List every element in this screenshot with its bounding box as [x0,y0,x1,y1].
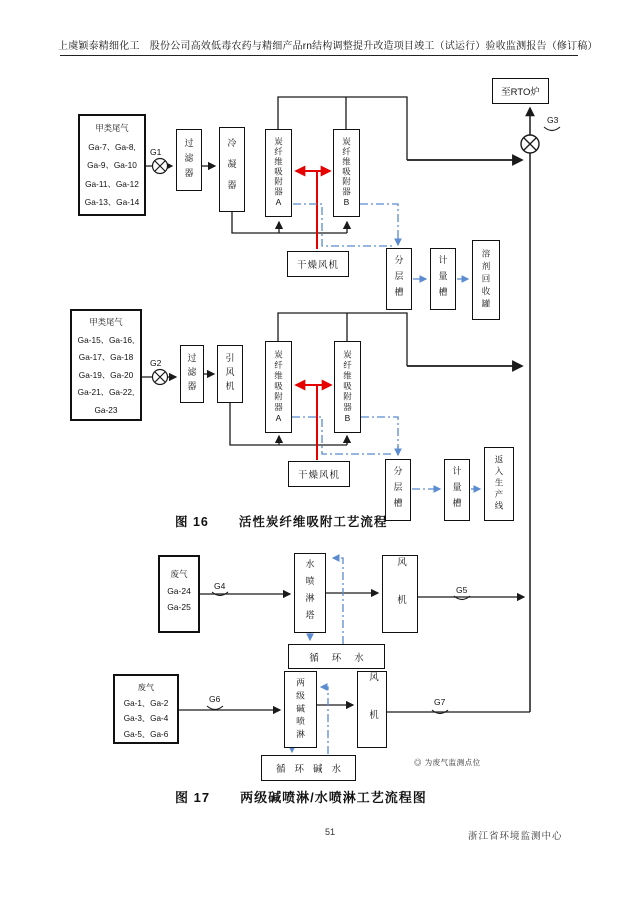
fig16-caption-label: 图 16 [175,515,209,529]
separator-label: 分层槽 [392,466,403,514]
source-line: Ga-9、Ga-10 [87,160,137,170]
filter-label: 过滤器 [183,137,194,183]
fig17-water-fan-box [382,555,418,633]
fig16-train1-separator-box [386,248,412,310]
fig16-train1-adsorber-b-box [333,129,360,217]
meter-tank-label: 计量槽 [451,466,462,514]
sample-point-g3: G3 [547,115,559,125]
sample-point-g2: G2 [150,358,162,368]
source-line: Ga-25 [167,602,191,612]
sample-point-g7: G7 [434,697,446,707]
filter-label: 过滤器 [186,353,197,395]
fig17-water-spray-tower-box [294,553,326,633]
source-title: 甲类尾气 [89,317,123,327]
fig16-train1-adsorber-a-box [265,129,292,217]
dry-fan-label: 干燥风机 [297,470,340,481]
fig16-caption [175,512,387,530]
adsorber-b-label: 炭纤维吸附器B [342,349,353,425]
alkali-tower-label: 两级碱喷淋 [295,677,305,742]
fig17-caption-title: 两级碱喷淋/水喷淋工艺流程图 [240,790,427,805]
fig16-train2-separator-box [385,459,411,521]
circulating-alkali-label: 循环碱水 [275,764,350,775]
source-line: Ga-21、Ga-22, [77,387,135,397]
meter-tank-label: 计量槽 [437,255,448,303]
source-line: Ga-17、Ga-18 [78,352,134,362]
return-label: 返入生产线 [494,455,504,513]
sample-point-g4: G4 [214,581,226,591]
to-rto-furnace-box [492,78,549,104]
sample-point-g6: G6 [209,694,221,704]
source-title: 废气 [137,683,155,692]
source-line: Ga-15、Ga-16, [77,334,135,345]
source-title: 废气 [170,569,188,579]
source-line: Ga-3、Ga-4 [123,714,169,723]
fig16-train2-return-box [484,447,514,521]
fig16-train2-adsorber-a-box [265,341,292,433]
fig16-train1-source-box [78,114,146,216]
fig16-train2-fan-box [217,345,243,403]
source-line: Ga-1、Ga-2 [123,698,169,708]
sampling-valve-icons [153,159,168,385]
source-line: Ga-13、Ga-14 [84,197,140,207]
fig17-caption-label: 图 17 [175,790,211,805]
source-line: Ga-23 [94,404,118,415]
adsorber-b-label: 炭纤维吸附器B [341,137,352,209]
fig17-alkali-spray-tower-box [284,671,317,748]
solvent-tank-label: 溶剂回收罐 [481,248,491,312]
sample-point-g1: G1 [150,147,162,157]
fig16-train1-condenser-box [219,127,245,212]
fig16-train2-source-box [70,309,142,421]
fig16-caption-title: 活性炭纤维吸附工艺流程 [238,515,388,529]
page-header-text: 上虞颖泰精细化工 股份公司高效低毒农药与精细产品rn结构调整提升改造项目竣工（试运行）验收监测报告（修订稿） [58,41,598,52]
circulating-water-label: 循环水 [309,652,377,664]
fig16-train2-meter-tank-box [444,459,470,521]
adsorber-a-label: 炭纤维吸附器A [273,137,284,209]
fan-label: 风机 [367,672,378,747]
fig17-alkali-fan-box [357,671,387,748]
fig17-caption [175,787,427,806]
source-line: Ga-7、Ga-8, [88,141,136,152]
fig16-train1-meter-tank-box [430,248,456,310]
fig17-circulating-alkali-box [261,755,356,781]
page-number: 51 [324,827,335,837]
source-line: Ga-19、Ga-20 [78,369,134,380]
source-line: Ga-24 [167,585,191,596]
source-title: 甲类尾气 [95,123,129,133]
fig17-water-source-box [158,555,200,633]
water-tower-label: 水喷淋塔 [304,559,315,627]
fig17-alkali-source-box [113,674,179,744]
header-rule [60,55,578,56]
fig16-train1-dry-fan-box [287,251,349,277]
fig16-train1-filter-box [176,129,202,191]
separator-label: 分层槽 [393,255,404,303]
induced-fan-label: 引风机 [224,353,235,395]
main-collector-line [521,108,539,712]
rto-label: 至RTO炉 [501,87,540,98]
fig16-train2-adsorber-b-box [334,341,361,433]
monitoring-point-legend: ◎ 为废气监测点位 [414,758,481,767]
sample-point-g5: G5 [456,585,468,595]
fan-label: 风机 [395,556,406,632]
source-line: Ga-11、Ga-12 [85,178,139,189]
fig16-train2-dry-fan-box [288,461,350,487]
adsorber-a-label: 炭纤维吸附器A [273,349,284,425]
fig17-circulating-water-box [288,644,385,669]
dry-fan-label: 干燥风机 [296,260,339,271]
source-line: Ga-5、Ga-6 [123,729,169,739]
footer-org: 浙江省环境监测中心 [468,831,563,842]
condenser-label: 冷凝器 [226,138,237,201]
fig16-train1-solvent-tank-box [472,240,500,320]
fig16-train2-filter-box [180,345,204,403]
